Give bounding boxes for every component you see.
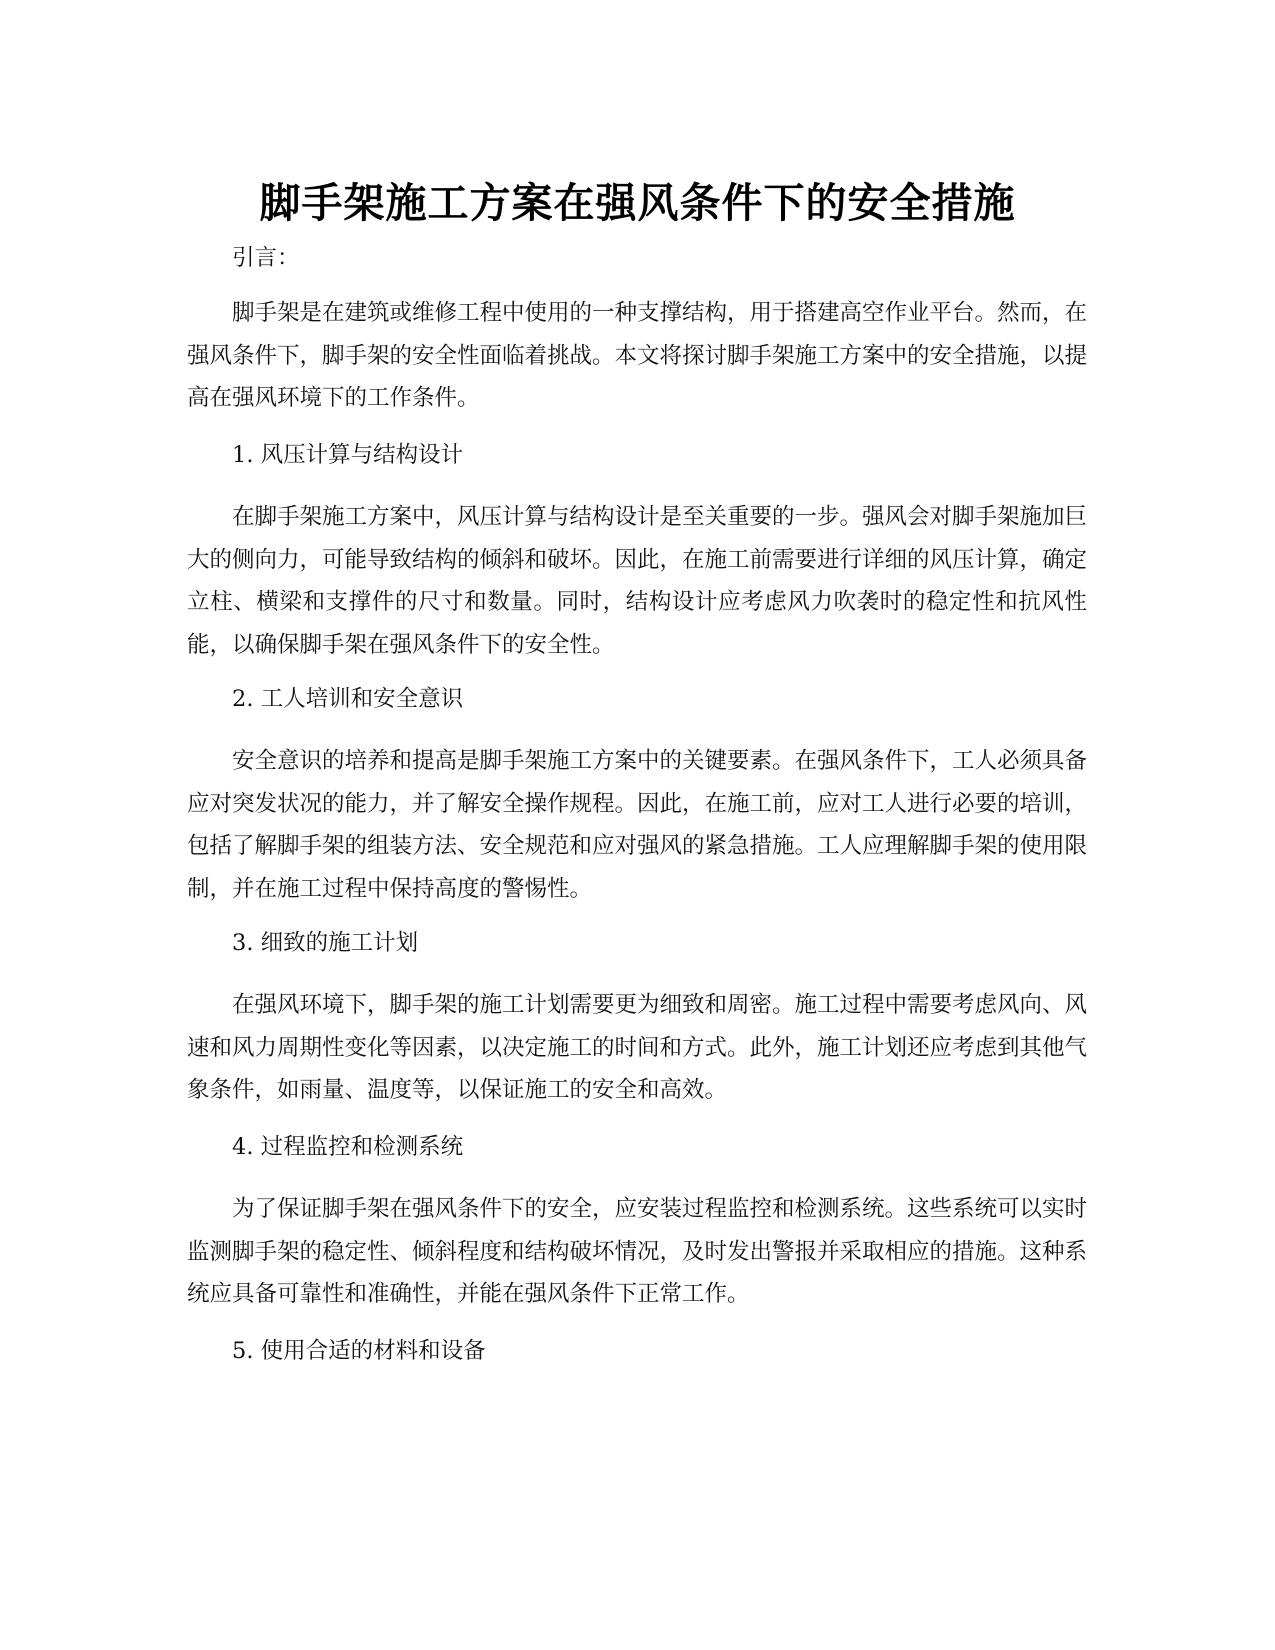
section-heading-wind-pressure: 1. 风压计算与结构设计 [232, 442, 464, 468]
section-body-construction-plan: 在强风环境下，脚手架的施工计划需要更为细致和周密。施工过程中需要考虑风向、风速和风力周期性变化等因素，以决定施工的时间和方式。此外，施工计划还应考虑到其他气象条件，如雨量、温度等，以保证施工的安全和高效。 [187, 992, 1088, 1103]
document-title: 脚手架施工方案在强风条件下的安全措施 [259, 179, 1016, 228]
section-heading-construction-plan: 3. 细致的施工计划 [232, 930, 419, 956]
section-body-worker-training: 安全意识的培养和提高是脚手架施工方案中的关键要素。在强风条件下，工人必须具备应对突发状况的能力，并了解安全操作规程。因此，在施工前，应对工人进行必要的培训，包括了解脚手架的组装方法、安全规范和应对强风的紧急措施。工人应理解脚手架的使用限制，并在施工过程中保持高度的警惕性。 [187, 748, 1088, 902]
section-heading-materials-equipment: 5. 使用合适的材料和设备 [232, 1338, 486, 1364]
section-heading-worker-training: 2. 工人培训和安全意识 [232, 686, 464, 712]
section-heading-monitoring-system: 4. 过程监控和检测系统 [232, 1134, 464, 1160]
section-body-monitoring-system: 为了保证脚手架在强风条件下的安全，应安装过程监控和检测系统。这些系统可以实时监测脚手架的稳定性、倾斜程度和结构破坏情况，及时发出警报并采取相应的措施。这种系统应具备可靠性和准确性，并能在强风条件下正常工作。 [187, 1196, 1088, 1307]
intro-paragraph: 脚手架是在建筑或维修工程中使用的一种支撑结构，用于搭建高空作业平台。然而，在强风条件下，脚手架的安全性面临着挑战。本文将探讨脚手架施工方案中的安全措施，以提高在强风环境下的工作条件。 [187, 300, 1088, 411]
intro-label: 引言： [232, 245, 300, 271]
section-body-wind-pressure: 在脚手架施工方案中，风压计算与结构设计是至关重要的一步。强风会对脚手架施加巨大的侧向力，可能导致结构的倾斜和破坏。因此，在施工前需要进行详细的风压计算，确定立柱、横梁和支撑件的尺寸和数量。同时，结构设计应考虑风力吹袭时的稳定性和抗风性能，以确保脚手架在强风条件下的安全性。 [187, 504, 1088, 658]
